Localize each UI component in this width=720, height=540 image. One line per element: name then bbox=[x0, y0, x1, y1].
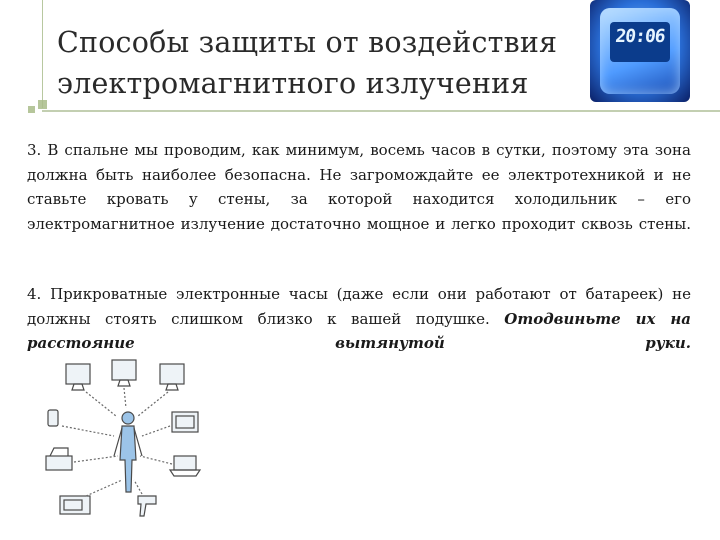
radiation-arrows bbox=[62, 388, 172, 496]
decorative-vertical-rule bbox=[42, 0, 43, 108]
human-figure-icon bbox=[114, 412, 142, 492]
clock-display: 20:06 bbox=[614, 26, 666, 47]
computer-monitor-icon bbox=[66, 364, 90, 390]
title-divider bbox=[42, 110, 720, 112]
title-line-1: Способы защиты от воздействия bbox=[57, 26, 558, 59]
hair-dryer-icon bbox=[138, 496, 156, 516]
television-icon bbox=[172, 412, 198, 432]
paragraph-bedside-clock bbox=[27, 282, 691, 356]
paragraph-bedroom: 3. В спальне мы проводим, как минимум, восемь часов в сутки, поэтому эта зона должна быть наиболее безопасна. Не загромождайте ее электротехникой и не ставьте кровать у стены, за которой находится холодильник – его электромагнитное излучение достаточно мощное и легко проходит сквозь стены. bbox=[27, 141, 691, 233]
appliances-illustration bbox=[38, 356, 218, 536]
paragraph-bedside-clock-text: 4. Прикроватные электронные часы (даже если они работают от батареек) не должны стоять слишком близко к вашей подушке. bbox=[27, 285, 691, 328]
fax-machine-icon bbox=[46, 448, 72, 470]
decorative-square bbox=[38, 100, 47, 109]
mobile-phone-icon bbox=[48, 410, 58, 426]
title-line-2: электромагнитного излучения bbox=[57, 67, 529, 100]
computer-monitor-icon bbox=[160, 364, 184, 390]
paragraph-bedside-clock-emphasis: Отодвиньте их на расстояние вытянутой руки. bbox=[27, 309, 692, 352]
computer-monitor-icon bbox=[112, 360, 136, 386]
decorative-square bbox=[28, 106, 35, 113]
slide-title bbox=[57, 22, 577, 104]
microwave-icon bbox=[60, 496, 90, 514]
laptop-icon bbox=[170, 456, 200, 476]
